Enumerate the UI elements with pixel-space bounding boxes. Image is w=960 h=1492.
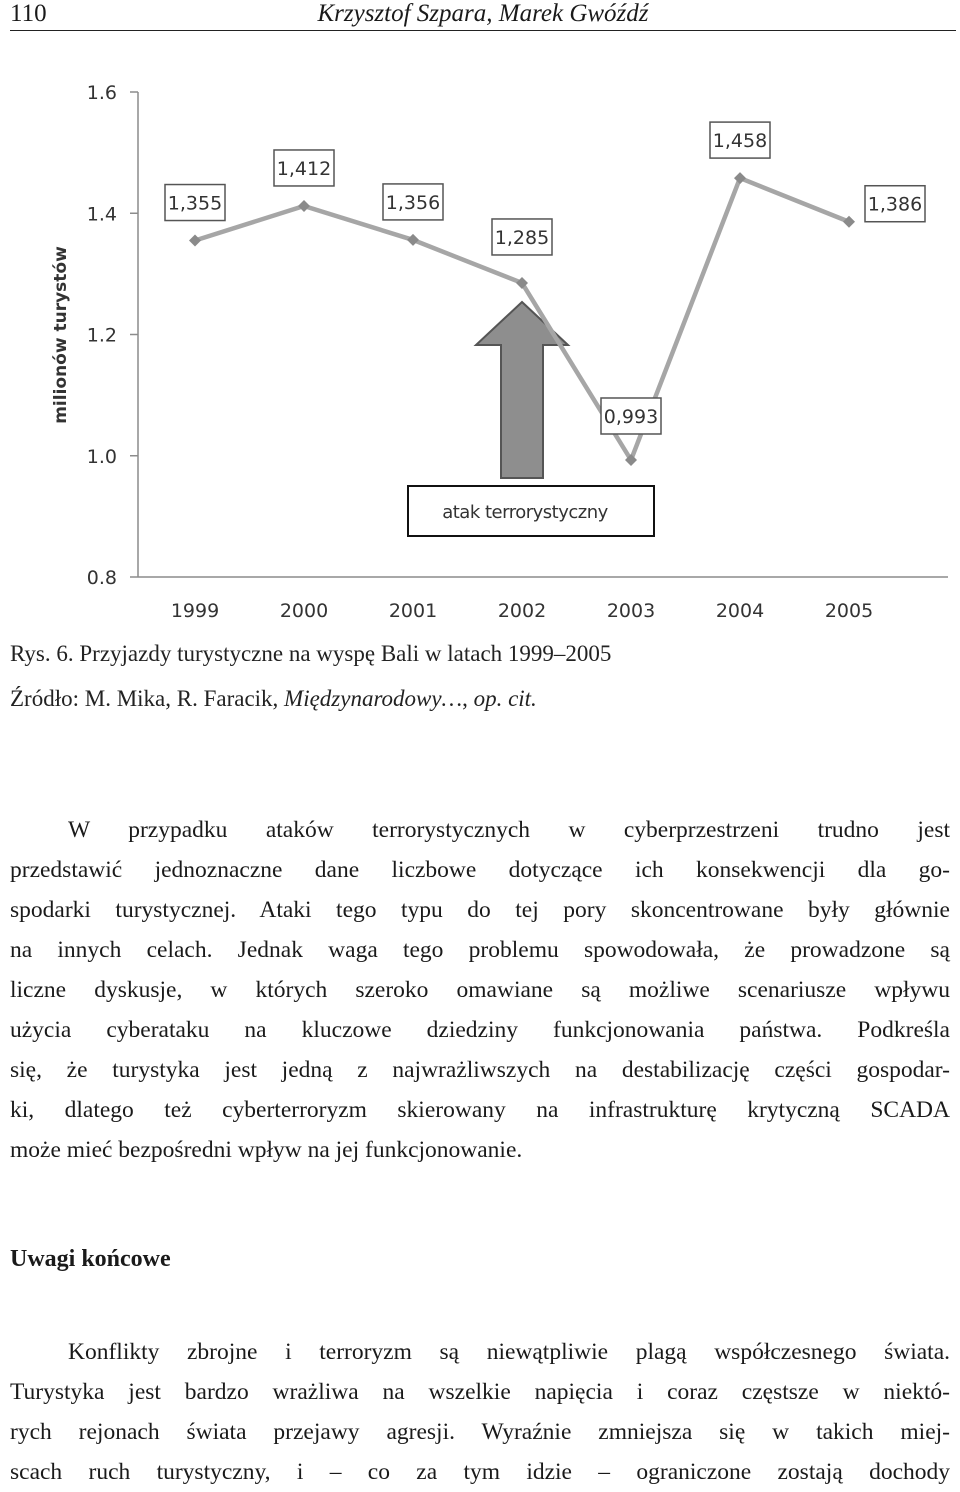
y-tick-label: 1.4 [86, 203, 117, 226]
x-tick-label: 2004 [715, 600, 765, 622]
data-label: 1,356 [385, 191, 441, 214]
up-arrow-shape [476, 302, 568, 478]
source-separator: , [462, 686, 474, 711]
y-tick-label: 1.6 [86, 82, 117, 104]
data-point-marker [734, 172, 746, 184]
text-line: rych rejonach świata przejawy agresji. Wyraźnie zmniejsza się w takich miej- [10, 1419, 950, 1445]
tourist-arrivals-chart [0, 60, 960, 630]
data-labels [165, 122, 925, 434]
data-label: 1,386 [867, 193, 923, 216]
data-point-marker [189, 235, 201, 247]
data-point-marker [407, 234, 419, 246]
source-cit: op. cit. [473, 686, 537, 711]
section-heading: Uwagi końcowe [10, 1246, 171, 1272]
page-number: 110 [10, 0, 47, 27]
text-line: Turystyka jest bardzo wrażliwa na wszelkie napięcia i coraz częstsze w niektó- [10, 1379, 950, 1405]
data-point-marker [298, 200, 310, 212]
data-label: 1,458 [712, 130, 768, 153]
y-tick-label: 1.2 [86, 324, 117, 347]
text-line: scach ruch turystyczny, i – co za tym idzie – ograniczone zostają dochody [10, 1459, 950, 1485]
text-line: się, że turystyka jest jedną z najwrażliwszych na destabilizację części gospodar- [10, 1057, 950, 1083]
source-prefix: Źródło: M. Mika, R. Faracik, [10, 686, 285, 711]
text-line: W przypadku ataków terrorystycznych w cyberprzestrzeni trudno jest [68, 817, 950, 843]
figure-source [10, 685, 537, 713]
text-line: ki, dlatego też cyberterroryzm skierowany na infrastrukturę krytyczną SCADA [10, 1097, 950, 1123]
figure-caption: Rys. 6. Przyjazdy turystyczne na wyspę Bali w latach 1999–2005 [10, 641, 612, 666]
running-head-authors: Krzysztof Szpara, Marek Gwóźdź [317, 0, 649, 27]
text-line: spodarki turystycznej. Ataki tego typu do tej pory skoncentrowane były głównie [10, 897, 950, 923]
x-tick-label: 2001 [388, 600, 438, 622]
body-paragraph-2 [10, 1332, 950, 1492]
annotation-box [408, 486, 654, 536]
x-axis-ticks [171, 600, 873, 622]
attack-arrow [476, 302, 568, 478]
page-header [10, 0, 956, 31]
text-line: przedstawić jednoznaczne dane liczbowe dotyczące ich konsekwencji dla go- [10, 857, 950, 883]
x-tick-label: 2005 [824, 600, 874, 622]
text-line: może mieć bezpośredni wpływ na jej funkcjonowanie. [10, 1137, 523, 1163]
text-line: użycia cyberataku na kluczowe dziedziny funkcjonowania państwa. Podkreśla [10, 1017, 950, 1043]
y-axis-label: milionów turystów [51, 246, 71, 424]
text-line: na innych celach. Jednak waga tego problemu spowodowała, że prowadzone są [10, 937, 950, 963]
data-label: 1,355 [167, 192, 223, 215]
data-label: 1,285 [494, 226, 550, 249]
y-tick-label: 1.0 [86, 445, 117, 468]
data-label: 1,412 [276, 157, 332, 180]
data-label: 0,993 [603, 405, 659, 428]
y-tick-label: 0.8 [86, 567, 117, 589]
y-axis-ticks [87, 82, 138, 589]
source-title: Międzynarodowy… [284, 686, 463, 711]
data-point-marker [843, 216, 855, 228]
x-tick-label: 1999 [170, 600, 220, 622]
annotation-text: atak terrorystyczny [442, 502, 608, 523]
x-tick-label: 2003 [606, 600, 656, 622]
text-line: Konflikty zbrojne i terroryzm są niewątpliwie plagą współczesnego świata. [68, 1339, 950, 1365]
text-line: liczne dyskusje, w których szeroko omawiane są możliwe scenariusze wpływu [10, 977, 950, 1003]
body-paragraph-1 [10, 810, 950, 1170]
x-tick-label: 2000 [279, 600, 329, 622]
x-tick-label: 2002 [497, 600, 547, 622]
